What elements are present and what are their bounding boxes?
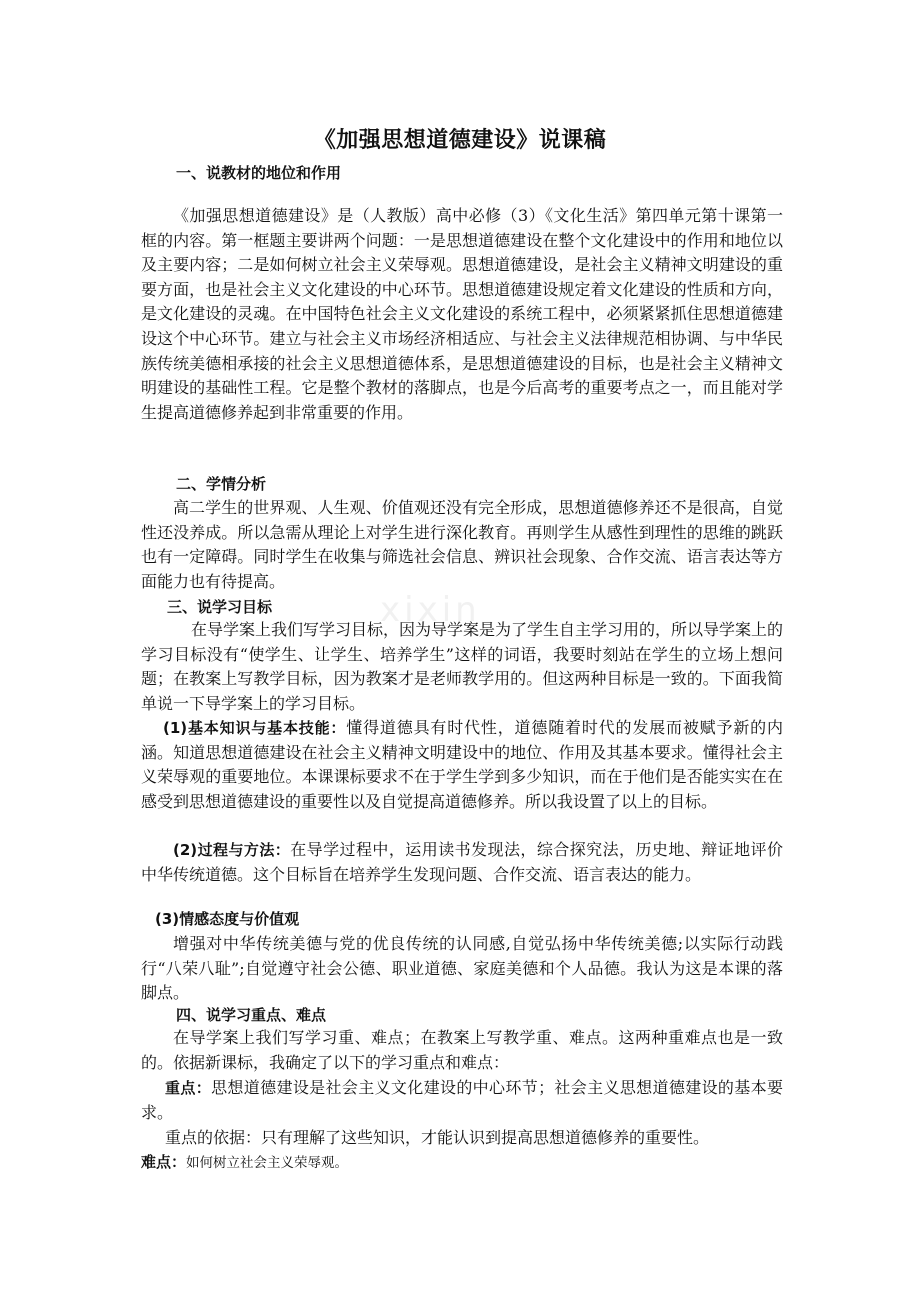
goal-emotion-text: 增强对中华传统美德与党的优良传统的认同感,自觉弘扬中华传统美德;以实际行动践行“八荣八耻”;自觉遵守社会公德、职业道德、家庭美德和个人品德。我认为这是本课的落脚点。 [141,934,783,1003]
goal-knowledge [141,716,783,814]
section-paragraph-1: 《加强思想道德建设》是（人教版）高中必修（3）《文化生活》第四单元第十课第一框的内容。第一框题主要讲两个问题：一是思想道德建设在整个文化建设中的作用和地位以及主要内容；二是如何树立社会主义荣辱观。思想道德建设，是社会主义精神文明建设的重要方面，也是社会主义文化建设的中心环节。思想道德建设规定着文化建设的性质和方向，是文化建设的灵魂。在中国特色社会主义文化建设的系统工程中，必须紧紧抓住思想道德建设这个中心环节。建立与社会主义市场经济相适应、与社会主义法律规范相协调、与中华民族传统美德相承接的社会主义思想道德体系，是思想道德建设的目标，也是社会主义精神文明建设的基础性工程。它是整个教材的落脚点，也是今后高考的重要考点之一，而且能对学生提高道德修养起到非常重要的作用。 [141,206,783,422]
goal-knowledge-text: 懂得道德具有时代性，道德随着时代的发展而被赋予新的内涵。知道思想道德建设在社会主义精神文明建设中的地位、作用及其基本要求。懂得社会主义荣辱观的重要地位。本课课标要求不在于学生学到多少知识，而在于他们是否能实实在在感受到思想道德建设的重要性以及自觉提高道德修养。所以我设置了以上的目标。 [141,718,783,811]
goal-process-text: 在导学过程中，运用读书发现法，综合探究法，历史地、辩证地评价中华传统道德。这个目标旨在培养学生发现问题、合作交流、语言表达的能力。 [141,840,783,884]
section-heading-1: 一、说教材的地位和作用 [176,164,342,182]
difficult-point-text: 如何树立社会主义荣辱观。 [186,1155,349,1171]
section-heading-3: 三、说学习目标 [167,598,273,616]
section-paragraph-4: 在导学案上我们写学习重、难点；在教案上写教学重、难点。这两种重难点也是一致的。依据新课标，我确定了以下的学习重点和难点： [141,1028,783,1072]
key-point-basis: 重点的依据：只有理解了这些知识，才能认识到提高思想道德修养的重要性。 [165,1128,710,1147]
page-title: 《加强思想道德建设》说课稿 [313,128,607,153]
goal-process-label: (2)过程与方法： [173,841,291,859]
section-paragraph-2: 高二学生的世界观、人生观、价值观还没有完全形成，思想道德修养还不是很高，自觉性还没养成。所以急需从理论上对学生进行深化教育。再则学生从感性到理性的思维的跳跃也有一定障碍。同时学生在收集与筛选社会信息、辨识社会现象、合作交流、语言表达等方面能力也有待提高。 [141,498,783,591]
difficult-point [141,1150,783,1176]
key-point-label: 重点： [165,1079,212,1097]
section-heading-4: 四、说学习重点、难点 [176,1006,327,1024]
key-point [141,1076,783,1125]
goal-process [141,838,783,887]
section-paragraph-3: 在导学案上我们写学习目标，因为导学案是为了学生自主学习用的，所以导学案上的学习目标没有“使学生、让学生、培养学生”这样的词语，我要时刻站在学生的立场上想问题；在教案上写教学目标，因为教案才是老师教学用的。但这两种目标是一致的。下面我简单说一下导学案上的学习目标。 [141,620,784,713]
goal-emotion-label: (3)情感态度与价值观 [155,910,300,928]
difficult-point-label: 难点： [141,1153,187,1171]
goal-knowledge-label: (1)基本知识与基本技能： [163,719,347,737]
watermark: xixin [380,590,481,630]
section-heading-2: 二、学情分析 [176,475,267,493]
key-point-text: 思想道德建设是社会主义文化建设的中心环节；社会主义思想道德建设的基本要求。 [141,1078,783,1122]
